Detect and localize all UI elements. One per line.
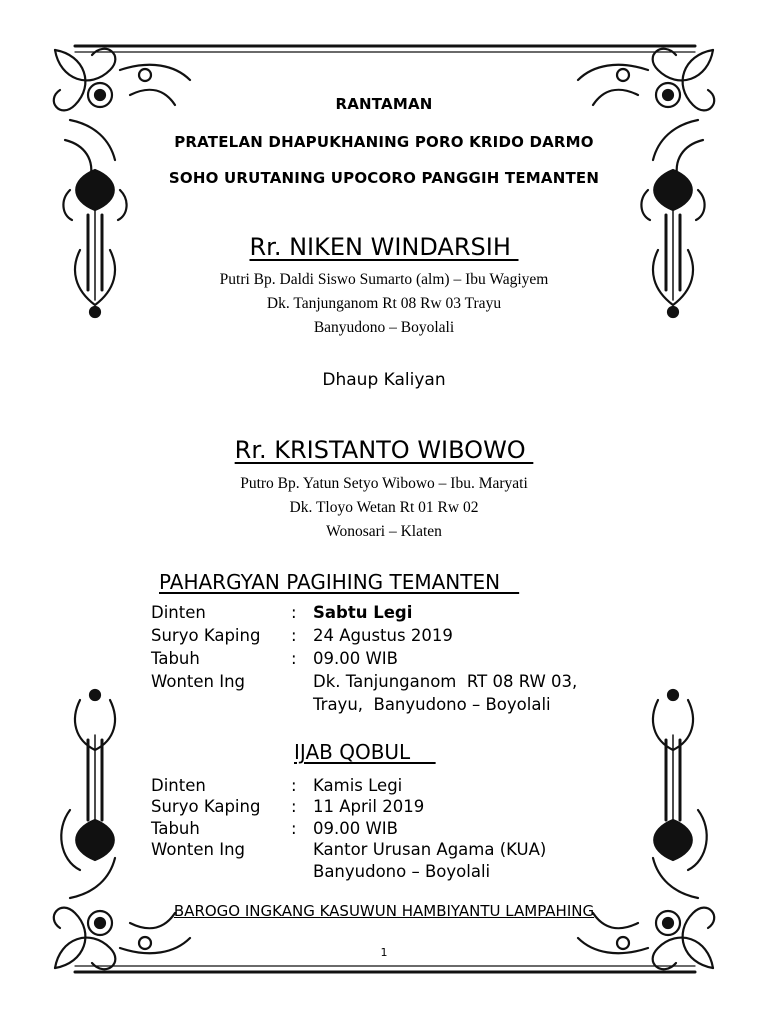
- reception-title: PAHARGYAN PAGIHING TEMANTEN: [159, 570, 520, 594]
- ijab-title: IJAB QOBUL: [294, 740, 436, 764]
- row-value: 11 April 2019: [313, 797, 425, 816]
- bride-address-1: Dk. Tanjunganom Rt 08 Rw 03 Trayu: [266, 295, 502, 312]
- row-label: Tabuh: [151, 819, 200, 838]
- row-value: Trayu, Banyudono – Boyolali: [313, 695, 551, 714]
- groom-parents: Putro Bp. Yatun Setyo Wibowo – Ibu. Maryati: [240, 475, 528, 492]
- row-value: 24 Agustus 2019: [313, 626, 453, 645]
- header-subtitle-2: SOHO URUTANING UPOCORO PANGGIH TEMANTEN: [168, 169, 600, 187]
- bride-parents: Putri Bp. Daldi Siswo Sumarto (alm) – Ibu Wagiyem: [219, 271, 549, 288]
- row-value: Kamis Legi: [313, 776, 403, 795]
- row-label: Dinten: [151, 776, 206, 795]
- bride-name: Rr. NIKEN WINDARSIH: [249, 233, 519, 261]
- footer-text: BAROGO INGKANG KASUWUN HAMBIYANTU LAMPAHING: [173, 902, 595, 920]
- row-value: Sabtu Legi: [313, 603, 413, 622]
- row-value: Dk. Tanjunganom RT 08 RW 03,: [313, 672, 578, 691]
- groom-address-1: Dk. Tloyo Wetan Rt 01 Rw 02: [289, 499, 479, 516]
- row-separator: :: [291, 776, 297, 795]
- groom-address-2: Wonosari – Klaten: [326, 523, 442, 540]
- corner-flourish-top-left: [54, 49, 190, 180]
- bride-address-2: Banyudono – Boyolali: [313, 319, 455, 336]
- corner-flourish-top-right: [578, 49, 714, 180]
- groom-name: Rr. KRISTANTO WIBOWO: [234, 436, 534, 464]
- row-label: Suryo Kaping: [151, 797, 261, 816]
- row-separator: :: [291, 603, 297, 622]
- row-separator: :: [291, 819, 297, 838]
- column-bottom-left: [61, 690, 115, 870]
- row-label: Dinten: [151, 603, 206, 622]
- row-label: Wonten Ing: [151, 672, 246, 691]
- header-title: RANTAMAN: [335, 95, 433, 113]
- joiner-text: Dhaup Kaliyan: [322, 370, 446, 390]
- row-label: Tabuh: [151, 649, 200, 668]
- row-separator: :: [291, 649, 297, 668]
- row-value: Kantor Urusan Agama (KUA): [313, 840, 547, 859]
- row-value: 09.00 WIB: [313, 649, 398, 668]
- row-label: Wonten Ing: [151, 840, 246, 859]
- row-value: Banyudono – Boyolali: [313, 862, 491, 881]
- header-subtitle-1: PRATELAN DHAPUKHANING PORO KRIDO DARMO: [174, 133, 594, 151]
- row-label: Suryo Kaping: [151, 626, 261, 645]
- row-value: 09.00 WIB: [313, 819, 398, 838]
- row-separator: :: [291, 797, 297, 816]
- page-number: 1: [380, 946, 388, 959]
- row-separator: :: [291, 626, 297, 645]
- column-bottom-right: [653, 690, 707, 870]
